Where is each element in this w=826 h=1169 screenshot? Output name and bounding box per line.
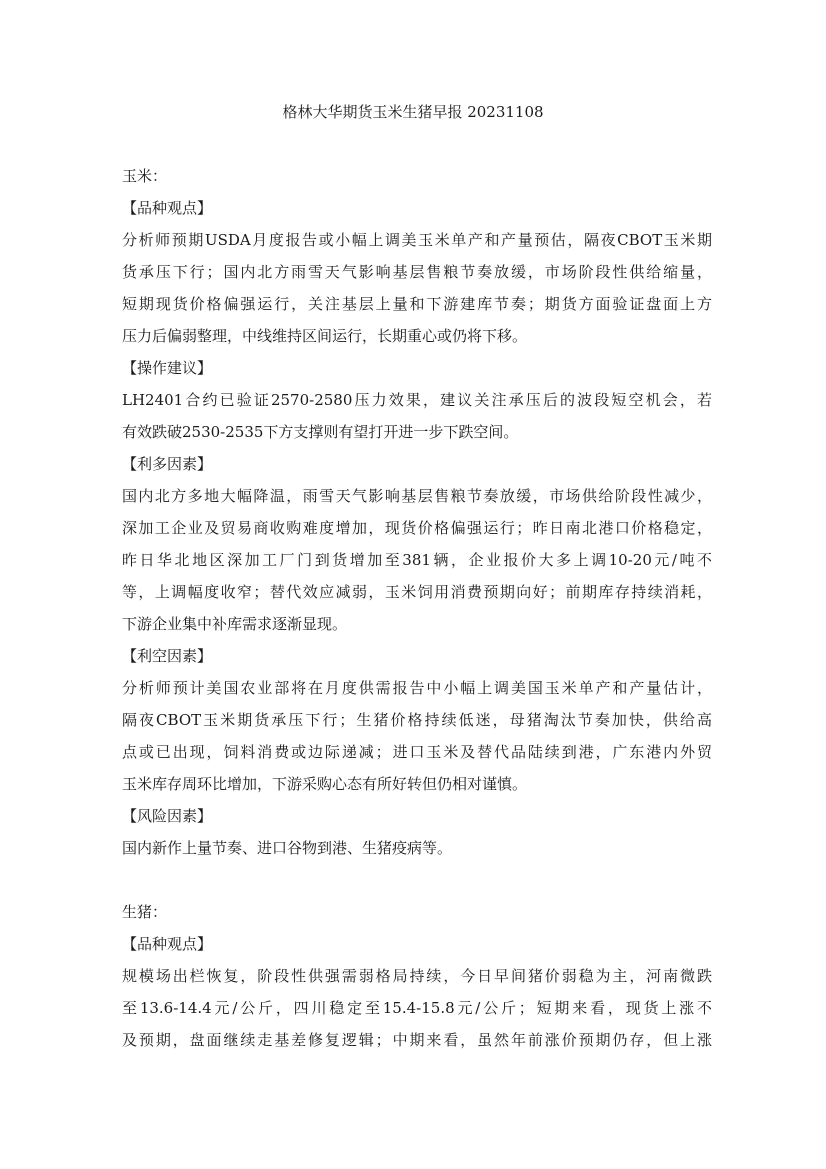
corn-bear-line: 分析师预计美国农业部将在月度供需报告中小幅上调美国玉米单产和产量估计， xyxy=(122,679,712,697)
report-title: 格林大华期货玉米生猪早报 20231108 xyxy=(282,103,544,121)
corn-bull-line: 国内北方多地大幅降温，雨雪天气影响基层售粮节奏放缓，市场供给阶段性减少， xyxy=(122,487,712,505)
hog-view-label: 【品种观点】 xyxy=(122,935,213,953)
corn-bear-line: 隔夜CBOT玉米期货承压下行；生猪价格持续低迷，母猪淘汰节奏加快，供给高 xyxy=(122,711,712,729)
corn-view-label: 【品种观点】 xyxy=(122,199,213,217)
corn-view-line: 短期现货价格偏强运行，关注基层上量和下游建库节奏；期货方面验证盘面上方 xyxy=(122,295,712,313)
corn-bull-line: 昨日华北地区深加工厂门到货增加至381辆，企业报价大多上调10-20元/吨不 xyxy=(122,551,712,569)
corn-risk-label: 【风险因素】 xyxy=(122,807,213,825)
corn-bear-label: 【利空因素】 xyxy=(122,647,213,665)
corn-bull-label: 【利多因素】 xyxy=(122,455,213,473)
corn-view-line: 分析师预期USDA月度报告或小幅上调美玉米单产和产量预估，隔夜CBOT玉米期 xyxy=(122,231,712,249)
hog-view-line: 至13.6-14.4元/公斤，四川稳定至15.4-15.8元/公斤；短期来看，现货上涨不 xyxy=(122,999,712,1017)
section-gap xyxy=(122,864,712,896)
corn-bull-line: 等，上调幅度收窄；替代效应减弱，玉米饲用消费预期向好；前期库存持续消耗， xyxy=(122,583,712,601)
corn-risk-line: 国内新作上量节奏、进口谷物到港、生猪疫病等。 xyxy=(122,839,453,857)
corn-bull-line: 深加工企业及贸易商收购难度增加，现货价格偏强运行；昨日南北港口价格稳定， xyxy=(122,519,712,537)
hog-view-line: 规模场出栏恢复，阶段性供强需弱格局持续，今日早间猪价弱稳为主，河南微跌 xyxy=(122,967,712,985)
corn-advice-label: 【操作建议】 xyxy=(122,359,213,377)
hog-heading: 生猪： xyxy=(122,903,168,921)
corn-bear-line: 玉米库存周环比增加，下游采购心态有所好转但仍相对谨慎。 xyxy=(122,775,528,793)
corn-advice-line: LH2401合约已验证2570-2580压力效果，建议关注承压后的波段短空机会，若 xyxy=(122,391,712,409)
corn-bear-line: 点或已出现，饲料消费或边际递减；进口玉米及替代品陆续到港，广东港内外贸 xyxy=(122,743,712,761)
corn-view-line: 压力后偏弱整理，中线维持区间运行，长期重心或仍将下移。 xyxy=(122,327,528,345)
corn-heading: 玉米： xyxy=(122,167,168,185)
corn-view-line: 货承压下行；国内北方雨雪天气影响基层售粮节奏放缓，市场阶段性供给缩量， xyxy=(122,263,712,281)
report-body xyxy=(122,160,712,1056)
corn-bull-line: 下游企业集中补库需求逐渐显现。 xyxy=(122,615,348,633)
corn-advice-line: 有效跌破2530-2535下方支撑则有望打开进一步下跌空间。 xyxy=(122,423,519,441)
hog-view-line: 及预期，盘面继续走基差修复逻辑；中期来看，虽然年前涨价预期仍存，但上涨 xyxy=(122,1031,712,1049)
